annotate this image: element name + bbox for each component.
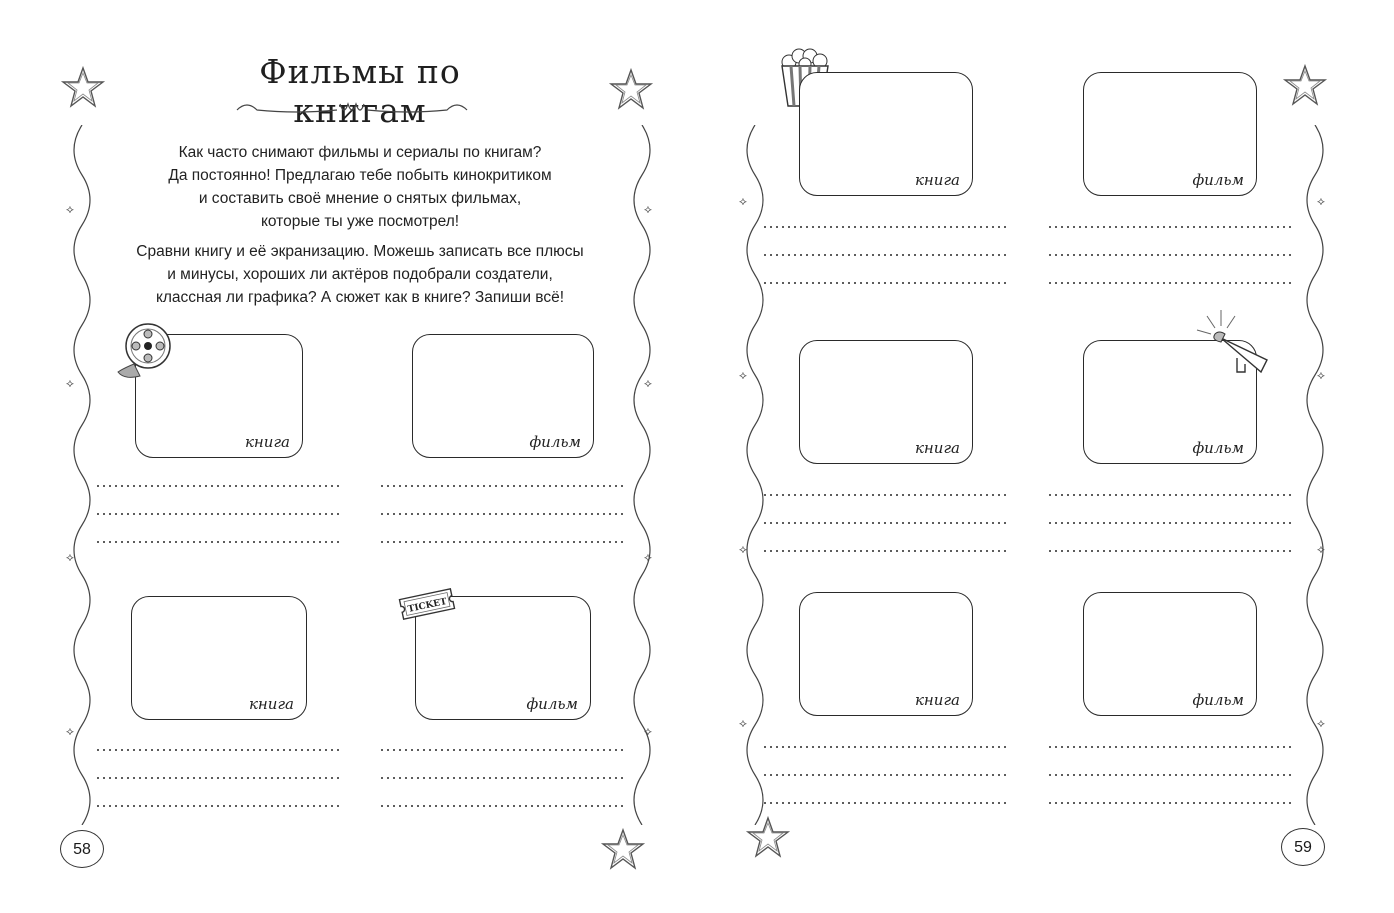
svg-text:⟡: ⟡ — [644, 724, 652, 738]
title-flourish-icon — [232, 96, 472, 122]
intro-line: и составить своё мнение о снятых фильмах, — [198, 190, 522, 207]
ticket-icon — [395, 586, 459, 622]
card-label: фильм — [1192, 439, 1244, 457]
book-card[interactable] — [131, 596, 307, 720]
writing-line[interactable] — [95, 805, 340, 807]
film-card[interactable] — [412, 334, 594, 458]
writing-line[interactable] — [762, 746, 1007, 748]
svg-text:⟡: ⟡ — [739, 194, 747, 208]
card-label: фильм — [1192, 691, 1244, 709]
card-label: фильм — [1192, 171, 1244, 189]
svg-text:⟡: ⟡ — [739, 542, 747, 556]
writing-line[interactable] — [379, 749, 624, 751]
star-icon — [600, 826, 646, 872]
svg-text:⟡: ⟡ — [1317, 716, 1325, 730]
writing-line[interactable] — [762, 254, 1007, 256]
intro-line: которые ты уже посмотрел! — [260, 213, 460, 230]
writing-line[interactable] — [1047, 550, 1292, 552]
writing-line[interactable] — [1047, 226, 1292, 228]
film-reel-icon — [108, 320, 176, 386]
writing-line[interactable] — [1047, 802, 1292, 804]
card-label: книга — [914, 439, 960, 457]
svg-text:⟡: ⟡ — [644, 202, 652, 216]
writing-line[interactable] — [1047, 746, 1292, 748]
intro-paragraph-1 — [95, 141, 625, 233]
page-number: 59 — [1281, 828, 1325, 866]
writing-line[interactable] — [762, 494, 1007, 496]
right-page — [697, 0, 1394, 913]
writing-line[interactable] — [379, 805, 624, 807]
writing-line[interactable] — [762, 282, 1007, 284]
star-icon — [608, 66, 654, 112]
intro-line: Да постоянно! Предлагаю тебе побыть кинокритиком — [168, 167, 552, 184]
intro-line: Сравни книгу и её экранизацию. Можешь записать все плюсы — [136, 243, 584, 260]
star-icon — [60, 64, 106, 110]
book-card[interactable] — [799, 72, 973, 196]
svg-text:⟡: ⟡ — [1317, 542, 1325, 556]
writing-line[interactable] — [1047, 282, 1292, 284]
writing-line[interactable] — [762, 522, 1007, 524]
star-icon — [1282, 62, 1328, 108]
writing-line[interactable] — [379, 485, 624, 487]
writing-line[interactable] — [762, 550, 1007, 552]
writing-line[interactable] — [1047, 494, 1292, 496]
intro-line: Как часто снимают фильмы и сериалы по книгам? — [178, 144, 542, 161]
card-label: фильм — [526, 695, 578, 713]
intro-line: и минусы, хороших ли актёров подобрали создатели, — [167, 266, 553, 283]
film-card[interactable] — [1083, 72, 1257, 196]
writing-line[interactable] — [95, 749, 340, 751]
writing-line[interactable] — [1047, 774, 1292, 776]
vine-border-icon — [622, 125, 662, 825]
svg-text:⟡: ⟡ — [739, 368, 747, 382]
vine-border-icon — [735, 125, 775, 825]
card-label: фильм — [529, 433, 581, 451]
svg-text:⟡: ⟡ — [644, 376, 652, 390]
svg-text:⟡: ⟡ — [66, 376, 74, 390]
writing-line[interactable] — [379, 777, 624, 779]
svg-text:⟡: ⟡ — [644, 550, 652, 564]
writing-line[interactable] — [379, 541, 624, 543]
film-card[interactable] — [1083, 592, 1257, 716]
card-label: книга — [248, 695, 294, 713]
svg-text:⟡: ⟡ — [1317, 194, 1325, 208]
ticket-text: TICKET — [407, 596, 448, 615]
card-label: книга — [914, 691, 960, 709]
writing-line[interactable] — [95, 541, 340, 543]
card-label: книга — [244, 433, 290, 451]
writing-line[interactable] — [762, 802, 1007, 804]
svg-text:⟡: ⟡ — [66, 724, 74, 738]
writing-line[interactable] — [1047, 522, 1292, 524]
megaphone-icon — [1195, 306, 1283, 386]
card-label: книга — [914, 171, 960, 189]
svg-text:⟡: ⟡ — [66, 550, 74, 564]
writing-line[interactable] — [762, 226, 1007, 228]
vine-border-icon — [1295, 125, 1335, 825]
svg-text:⟡: ⟡ — [739, 716, 747, 730]
writing-line[interactable] — [379, 513, 624, 515]
writing-line[interactable] — [95, 777, 340, 779]
book-card[interactable] — [799, 340, 973, 464]
svg-text:⟡: ⟡ — [66, 202, 74, 216]
writing-line[interactable] — [762, 774, 1007, 776]
writing-line[interactable] — [95, 513, 340, 515]
page-title: Фильмы по книгам — [259, 52, 461, 130]
intro-line: классная ли графика? А сюжет как в книге? Запиши всё! — [155, 289, 565, 306]
star-icon — [745, 814, 791, 860]
intro-paragraph-2 — [95, 240, 625, 309]
writing-line[interactable] — [95, 485, 340, 487]
book-card[interactable] — [799, 592, 973, 716]
page-number: 58 — [60, 830, 104, 868]
writing-line[interactable] — [1047, 254, 1292, 256]
svg-text:⟡: ⟡ — [1317, 368, 1325, 382]
